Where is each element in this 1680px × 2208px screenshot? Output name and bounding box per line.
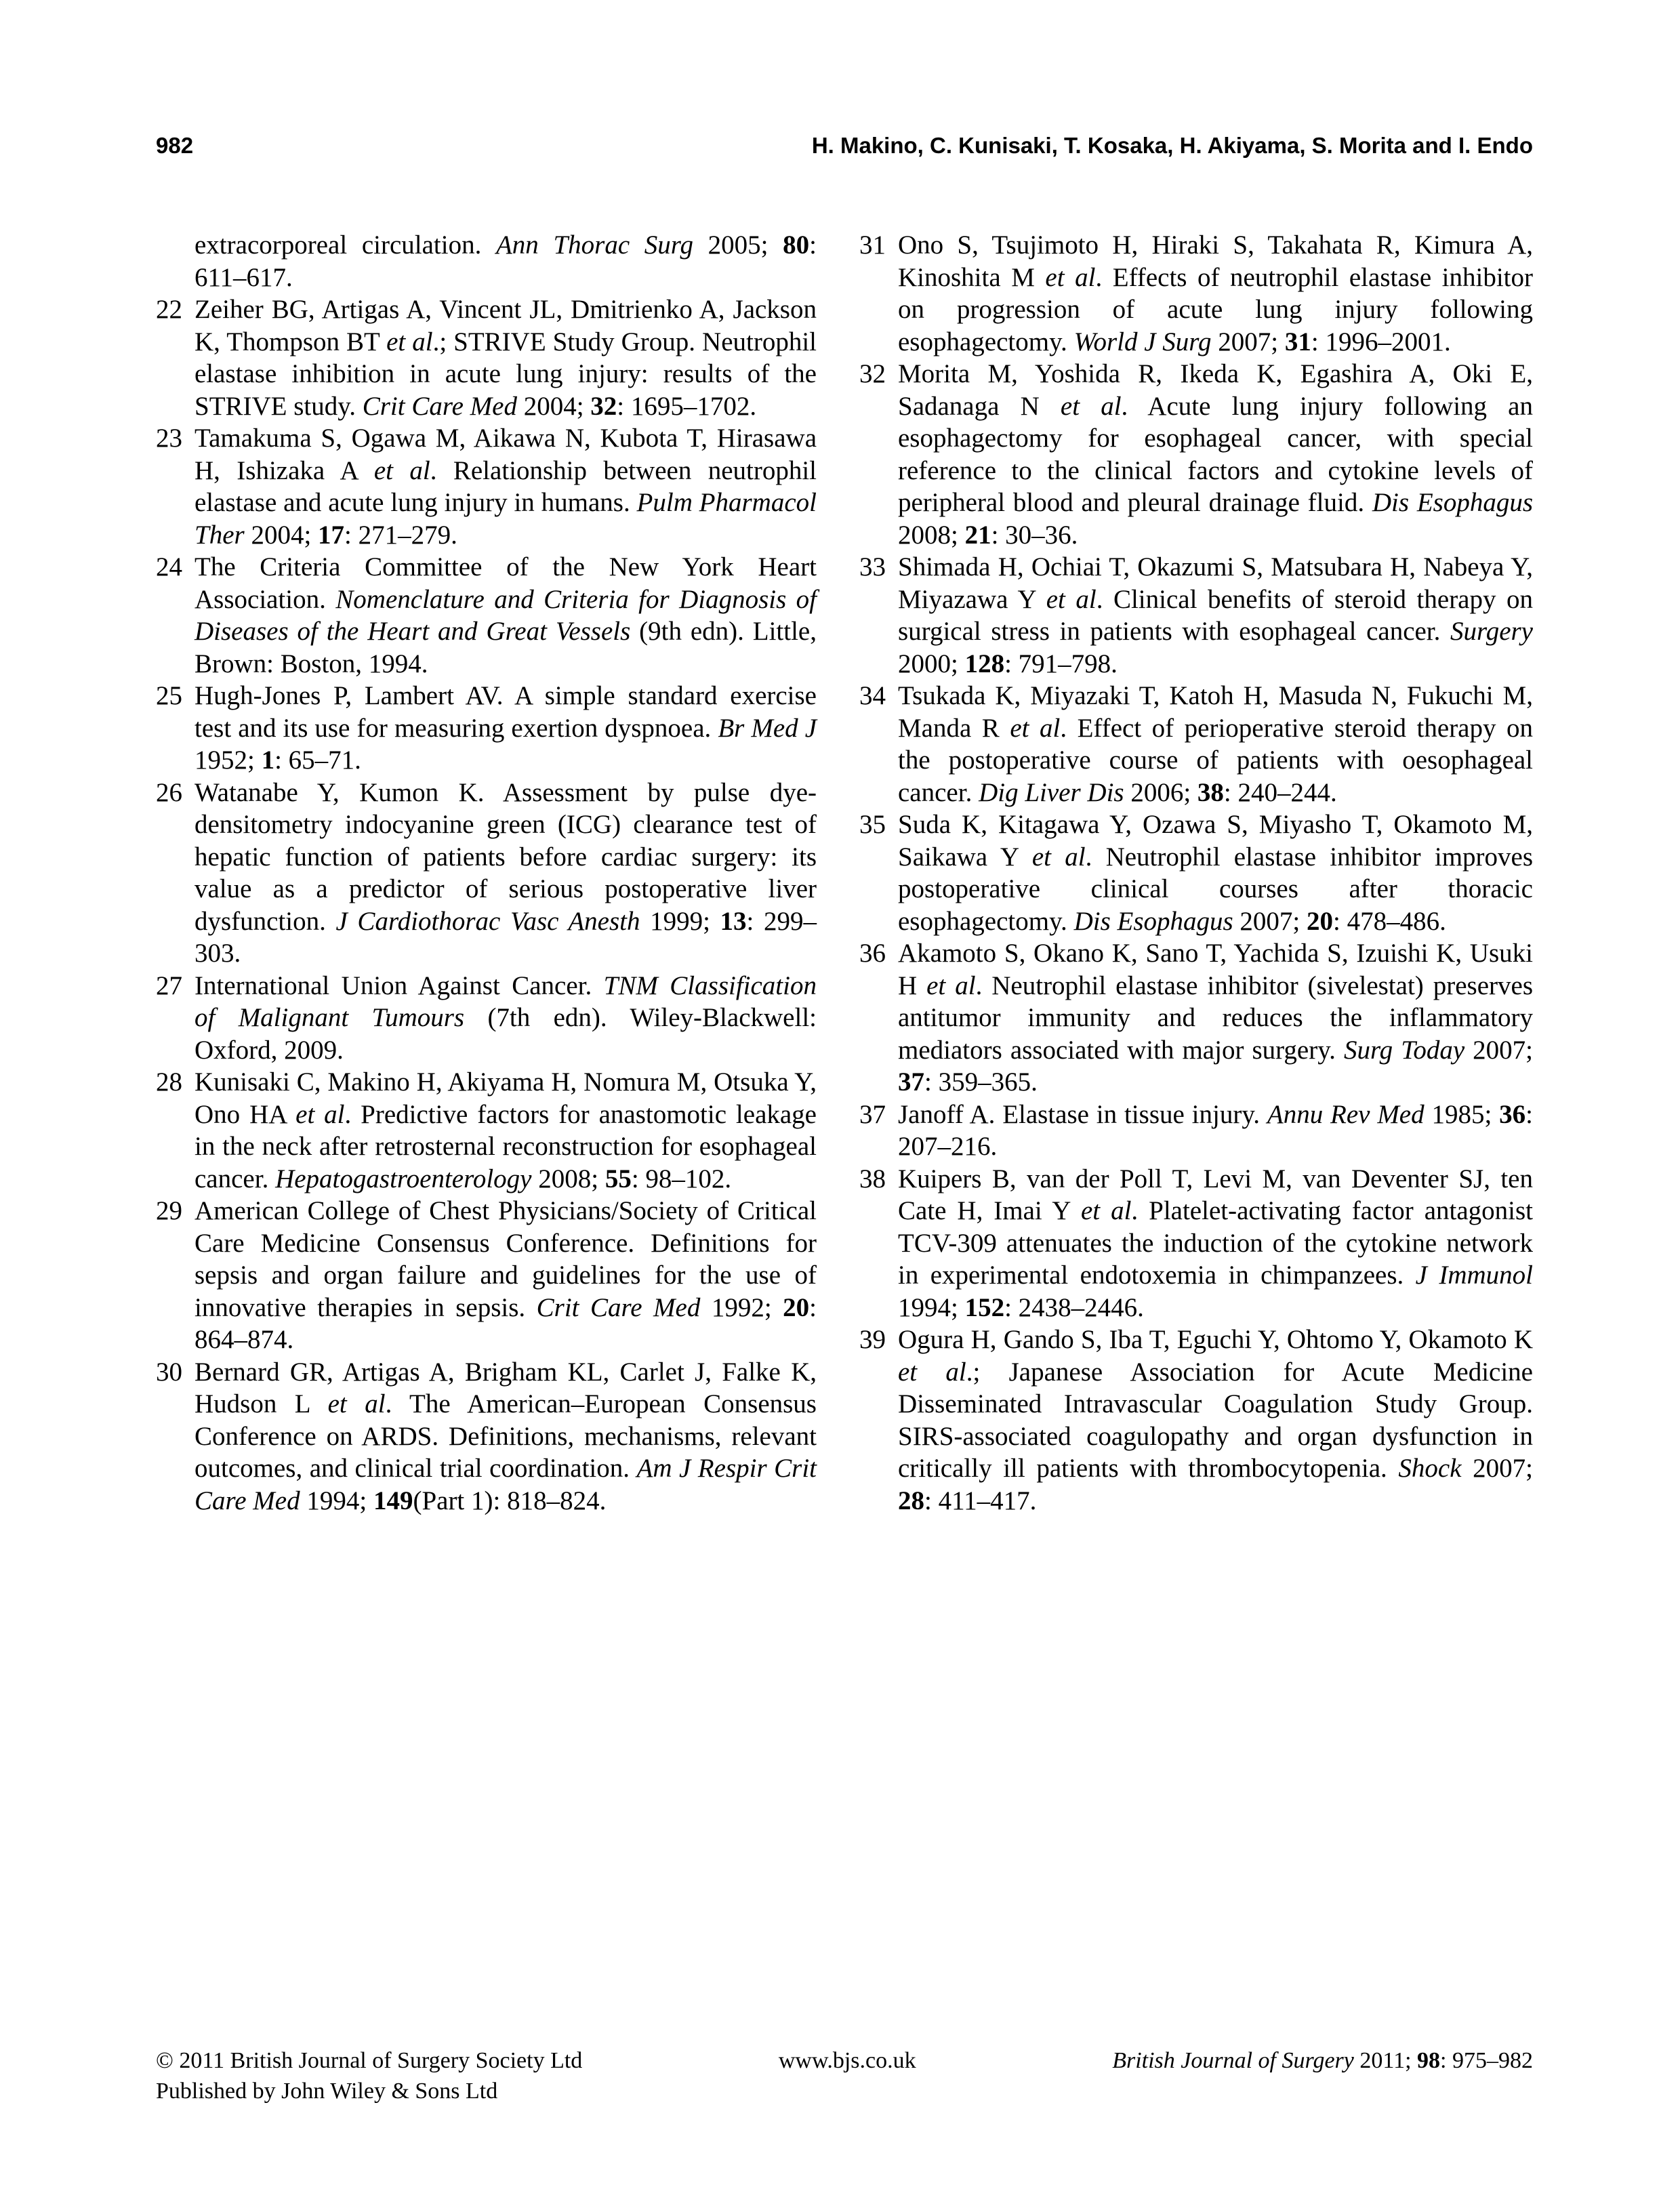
- reference-number: 22: [156, 295, 182, 324]
- reference-text: [898, 1100, 1533, 1162]
- reference-item: [156, 1066, 817, 1195]
- text-segment: Dis Esophagus: [1372, 488, 1533, 517]
- text-segment: 152: [964, 1292, 1005, 1322]
- reference-text: [898, 1164, 1533, 1322]
- reference-number: 28: [156, 1067, 182, 1097]
- text-segment: et al: [386, 327, 433, 356]
- text-segment: Ann Thorac Surg: [495, 230, 694, 260]
- text-segment: American College of Chest Physicians/Society of Critical Care Medicine Consensus Conference. Definitions for sepsis and organ failure and guidelines for the use of innovative therapies in sepsis.: [194, 1196, 817, 1322]
- text-segment: Am J Respir Crit Care Med: [194, 1454, 817, 1515]
- text-segment: 1952;: [194, 745, 262, 775]
- text-segment: (7th edn). Wiley-Blackwell: Oxford, 2009.: [194, 1003, 817, 1065]
- text-segment: Bernard GR, Artigas A, Brigham KL, Carlet J, Falke K, Hudson L: [194, 1357, 817, 1418]
- reference-text: [194, 971, 817, 1065]
- text-segment: : 30–36.: [991, 520, 1078, 550]
- text-segment: 128: [964, 649, 1005, 678]
- text-segment: 28: [898, 1486, 924, 1515]
- text-segment: 2007;: [1464, 1035, 1533, 1065]
- text-segment: : 1695–1702.: [617, 391, 757, 421]
- text-segment: Kuipers B, van der Poll T, Levi M, van Deventer SJ, ten Cate H, Imai Y: [898, 1164, 1533, 1225]
- text-segment: Akamoto S, Okano K, Sano T, Yachida S, Izuishi K, Usuki H: [898, 939, 1533, 1000]
- reference-item: [859, 1324, 1533, 1517]
- text-segment: J Cardiothorac Vasc Anesth: [335, 906, 640, 936]
- text-segment: et al: [1031, 842, 1086, 872]
- text-segment: 2011;: [1353, 2048, 1418, 2073]
- text-segment: Nomenclature and Criteria for Diagnosis of Diseases of the Heart and Great Vessels: [194, 584, 817, 646]
- text-segment: : 1996–2001.: [1311, 327, 1451, 356]
- text-segment: Dig Liver Dis: [979, 777, 1124, 807]
- text-segment: 149: [373, 1486, 413, 1515]
- reference-item: [859, 680, 1533, 809]
- text-segment: 98: [1417, 2048, 1441, 2073]
- text-segment: 37: [898, 1067, 924, 1097]
- reference-text: [898, 230, 1533, 356]
- text-segment: Pulm Pharmacol Ther: [194, 488, 817, 550]
- text-segment: . Effect of perioperative steroid therapy on the postoperative course of patients with oesophageal cancer.: [898, 713, 1534, 807]
- text-segment: The Criteria Committee of the New York Heart Association.: [194, 552, 817, 614]
- reference-number: 30: [156, 1357, 182, 1387]
- text-segment: World J Surg: [1073, 327, 1212, 356]
- text-segment: 2004;: [516, 391, 591, 421]
- reference-text: [898, 939, 1533, 1097]
- reference-number: 38: [859, 1164, 886, 1193]
- reference-number: 37: [859, 1099, 886, 1129]
- running-header: [156, 133, 1533, 159]
- text-segment: 55: [605, 1164, 632, 1193]
- reference-text: [898, 359, 1533, 550]
- reference-number: 27: [156, 970, 182, 1000]
- text-segment: 20: [783, 1292, 810, 1322]
- text-segment: : 98–102.: [631, 1164, 732, 1193]
- text-segment: . Clinical benefits of steroid therapy on surgical stress in patients with esophageal cancer.: [898, 584, 1534, 646]
- references-column-right: [859, 229, 1533, 1517]
- text-segment: 2007;: [1233, 906, 1307, 936]
- reference-item: [156, 229, 817, 293]
- text-segment: 31: [1284, 327, 1311, 356]
- text-segment: Ono S, Tsujimoto H, Hiraki S, Takahata R, Kimura A, Kinoshita M: [898, 230, 1533, 292]
- text-segment: J Immunol: [1415, 1261, 1534, 1290]
- text-segment: Ogura H, Gando S, Iba T, Eguchi Y, Ohtomo Y, Okamoto K: [898, 1325, 1533, 1354]
- reference-number: 33: [859, 552, 886, 581]
- text-segment: . Relationship between neutrophil elastase and acute lung injury in humans.: [194, 455, 817, 517]
- reference-item: [156, 1356, 817, 1517]
- text-segment: Morita M, Yoshida R, Ikeda K, Egashira A, Oki E, Sadanaga N: [898, 359, 1533, 421]
- text-segment: : 611–617.: [194, 230, 817, 292]
- footer-imprint: [156, 2045, 582, 2106]
- reference-item: [156, 777, 817, 970]
- text-segment: : 240–244.: [1223, 777, 1337, 807]
- text-segment: : 411–417.: [924, 1486, 1037, 1515]
- reference-item: [859, 937, 1533, 1099]
- text-segment: 38: [1197, 777, 1224, 807]
- text-segment: et al: [898, 1357, 966, 1387]
- text-segment: 2004;: [244, 520, 319, 550]
- text-segment: 2005;: [693, 230, 783, 260]
- text-segment: Surgery: [1450, 617, 1533, 646]
- text-segment: et al: [295, 1099, 345, 1129]
- text-segment: et al: [1060, 391, 1122, 421]
- text-segment: Janoff A. Elastase in tissue injury.: [898, 1099, 1267, 1129]
- text-segment: et al: [1080, 1196, 1132, 1225]
- reference-number: 23: [156, 424, 182, 453]
- references-column-left: [156, 229, 817, 1517]
- reference-number: 32: [859, 359, 886, 388]
- text-segment: 80: [783, 230, 810, 260]
- text-segment: Tsukada K, Miyazaki T, Katoh H, Masuda N, Fukuchi M, Manda R: [898, 681, 1533, 743]
- text-segment: . Acute lung injury following an esophagectomy for esophageal cancer, with special reference to the clinical factors and cytokine levels of peripheral blood and pleural drainage fluid.: [898, 391, 1533, 517]
- text-segment: : 271–279.: [344, 520, 457, 550]
- text-segment: : 975–982: [1440, 2048, 1533, 2073]
- text-segment: .; Japanese Association for Acute Medicine Disseminated Intravascular Coagulation Study Group. SIRS-associated coagulopathy and organ dysfunction in critically ill patients with thrombocytopenia.: [898, 1357, 1533, 1483]
- text-segment: et al: [1010, 713, 1061, 743]
- reference-item: [859, 1163, 1533, 1324]
- text-segment: : 478–486.: [1333, 906, 1446, 936]
- reference-item: [859, 1099, 1533, 1163]
- text-segment: 1994;: [898, 1292, 965, 1322]
- reference-text: [898, 552, 1533, 678]
- text-segment: 32: [590, 391, 617, 421]
- reference-text: [194, 424, 817, 550]
- text-segment: International Union Against Cancer.: [194, 970, 604, 1000]
- reference-number: 35: [859, 810, 886, 839]
- reference-item: [859, 229, 1533, 358]
- text-segment: Zeiher BG, Artigas A, Vincent JL, Dmitrienko A, Jackson K, Thompson BT: [194, 295, 817, 356]
- text-segment: . Effects of neutrophil elastase inhibitor on progression of acute lung injury following esophagectomy.: [898, 262, 1533, 356]
- text-segment: . Neutrophil elastase inhibitor (sivelestat) preserves antitumor immunity and reduces the inflammatory mediators associated with major surgery.: [898, 970, 1533, 1065]
- text-segment: Shimada H, Ochiai T, Okazumi S, Matsubara H, Nabeya Y, Miyazawa Y: [898, 552, 1533, 614]
- reference-text: [194, 230, 817, 292]
- text-segment: : 2438–2446.: [1004, 1292, 1144, 1322]
- reference-text: [194, 778, 817, 968]
- text-segment: Surg Today: [1343, 1035, 1465, 1065]
- text-segment: 2008;: [898, 520, 965, 550]
- text-segment: 2007;: [1211, 327, 1285, 356]
- text-segment: et al: [327, 1389, 386, 1418]
- reference-item: [156, 970, 817, 1067]
- text-segment: Kunisaki C, Makino H, Akiyama H, Nomura M, Otsuka Y, Ono HA: [194, 1067, 817, 1129]
- reference-text: [194, 681, 817, 775]
- text-segment: et al: [926, 970, 976, 1000]
- reference-text: [194, 1357, 817, 1515]
- text-segment: 1985;: [1424, 1099, 1500, 1129]
- text-segment: Dis Esophagus: [1073, 906, 1233, 936]
- text-segment: (Part 1): 818–824.: [413, 1486, 607, 1515]
- text-segment: : 65–71.: [274, 745, 361, 775]
- text-segment: 2007;: [1461, 1454, 1533, 1483]
- reference-text: [194, 295, 817, 421]
- reference-item: [156, 680, 817, 777]
- text-segment: Watanabe Y, Kumon K. Assessment by pulse dye-densitometry indocyanine green (ICG) clearance test of hepatic function of patients before cardiac surgery: its value as a predictor of serious postoperative liver dysfunction.: [194, 777, 817, 936]
- running-authors: H. Makino, C. Kunisaki, T. Kosaka, H. Akiyama, S. Morita and I. Endo: [811, 133, 1533, 158]
- reference-text: [194, 1067, 817, 1193]
- reference-number: 39: [859, 1325, 886, 1354]
- text-segment: : 299–303.: [194, 906, 817, 968]
- text-segment: . Platelet-activating factor antagonist TCV-309 attenuates the induction of the cytokine network in experimental endotoxemia in chimpanzees.: [898, 1196, 1534, 1290]
- text-segment: 1999;: [640, 906, 720, 936]
- text-segment: 1992;: [700, 1292, 783, 1322]
- text-segment: 20: [1307, 906, 1334, 936]
- references-section: [156, 229, 1533, 1517]
- text-segment: 2008;: [531, 1164, 605, 1193]
- text-segment: et al: [1045, 262, 1096, 292]
- text-segment: . Neutrophil elastase inhibitor improves postoperative clinical courses after thoracic esophagectomy.: [898, 842, 1533, 936]
- text-segment: : 791–798.: [1004, 649, 1118, 678]
- reference-item: [156, 1195, 817, 1356]
- text-segment: Hugh-Jones P, Lambert AV. A simple standard exercise test and its use for measuring exertion dyspnoea.: [194, 681, 817, 743]
- text-segment: : 207–216.: [898, 1099, 1533, 1161]
- text-segment: . Predictive factors for anastomotic leakage in the neck after retrosternal reconstruction for esophageal cancer.: [194, 1099, 817, 1193]
- reference-item: [859, 551, 1533, 680]
- text-segment: 36: [1499, 1099, 1526, 1129]
- text-segment: (9th edn). Little, Brown: Boston, 1994.: [194, 617, 817, 678]
- reference-number: 26: [156, 777, 182, 807]
- reference-number: 34: [859, 681, 886, 710]
- footer-website: www.bjs.co.uk: [778, 2048, 916, 2073]
- text-segment: 21: [964, 520, 991, 550]
- reference-item: [859, 809, 1533, 937]
- text-segment: 17: [318, 520, 345, 550]
- reference-number: 29: [156, 1196, 182, 1225]
- text-segment: extracorporeal circulation.: [194, 230, 496, 260]
- text-segment: et al: [1046, 584, 1097, 614]
- text-segment: 13: [720, 906, 747, 936]
- text-segment: et al: [373, 455, 430, 485]
- footer-citation: [1112, 2045, 1533, 2076]
- reference-text: [194, 552, 817, 678]
- text-segment: Crit Care Med: [536, 1292, 701, 1322]
- text-segment: Tamakuma S, Ogawa M, Aikawa N, Kubota T, Hirasawa H, Ishizaka A: [194, 424, 817, 485]
- text-segment: 1994;: [300, 1486, 373, 1515]
- footer-copyright: © 2011 British Journal of Surgery Society Ltd: [156, 2048, 583, 2073]
- reference-item: [859, 358, 1533, 551]
- reference-number: 25: [156, 681, 182, 710]
- reference-item: [156, 551, 817, 680]
- text-segment: 2006;: [1124, 777, 1197, 807]
- reference-number: 24: [156, 552, 182, 581]
- text-segment: British Journal of Surgery: [1112, 2048, 1354, 2073]
- reference-item: [156, 293, 817, 422]
- text-segment: Br Med J: [718, 713, 817, 743]
- text-segment: : 864–874.: [194, 1292, 817, 1354]
- text-segment: . The American–European Consensus Conference on ARDS. Definitions, mechanisms, relevant outcomes, and clinical trial coordination.: [194, 1389, 817, 1483]
- reference-number: 36: [859, 939, 886, 968]
- text-segment: 1: [261, 745, 275, 775]
- text-segment: 2000;: [898, 649, 965, 678]
- reference-text: [898, 810, 1533, 936]
- page-footer: [156, 2045, 1533, 2106]
- text-segment: Hepatogastroenterology: [275, 1164, 532, 1193]
- reference-item: [156, 422, 817, 551]
- reference-text: [898, 1325, 1533, 1515]
- text-segment: : 359–365.: [924, 1067, 1038, 1097]
- text-segment: Crit Care Med: [362, 391, 517, 421]
- reference-text: [194, 1196, 817, 1354]
- text-segment: Shock: [1398, 1454, 1462, 1483]
- reference-text: [898, 681, 1533, 807]
- text-segment: Suda K, Kitagawa Y, Ozawa S, Miyasho T, Okamoto M, Saikawa Y: [898, 810, 1533, 872]
- reference-number: 31: [859, 230, 886, 260]
- footer-publisher: Published by John Wiley & Sons Ltd: [156, 2079, 498, 2104]
- text-segment: Annu Rev Med: [1267, 1099, 1425, 1129]
- text-segment: .; STRIVE Study Group. Neutrophil elastase inhibition in acute lung injury: results of the STRIVE study.: [194, 327, 817, 421]
- page-number: 982: [156, 133, 194, 158]
- text-segment: TNM Classification of Malignant Tumours: [194, 970, 817, 1032]
